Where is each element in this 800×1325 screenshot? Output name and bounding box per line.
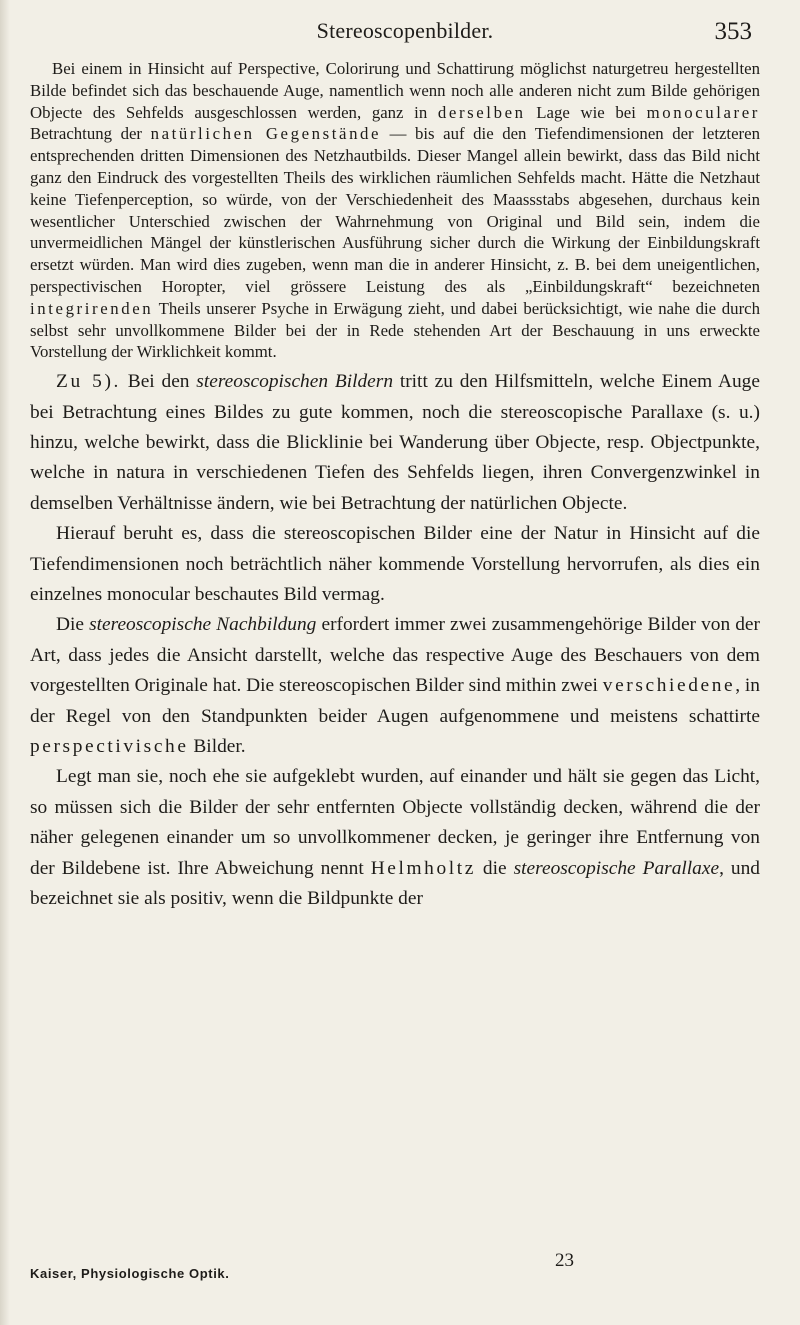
small-print-block bbox=[30, 58, 760, 363]
running-title: Stereoscopenbilder. bbox=[316, 18, 494, 43]
paragraph-4: Die stereoscopische Nachbildung erfordert immer zwei zusammengehörige Bilder von der Art, dass jedes die Ansicht darstellt, welche das respective Auge des Beschauers von dem vorgestellten Originale hat. Die stereoscopischen Bilder sind mithin zwei verschiedene, in der Regel von den Standpunkten beider Augen aufgenommene und meistens schattirte perspectivische Bilder. bbox=[30, 614, 761, 758]
main-print-block bbox=[30, 367, 760, 914]
page-footer bbox=[30, 1250, 760, 1298]
signature-line: Kaiser, Physiologische Optik. bbox=[30, 1266, 230, 1281]
page-header bbox=[0, 18, 800, 48]
paragraph-3: Hierauf beruht es, dass die stereoscopischen Bilder eine der Natur in Hinsicht auf die Tiefendimensionen noch beträchtlich näher kommende Vorstellung hervorrufen, als dies ein einzelnes monocular beschautes Bild vermag. bbox=[30, 523, 760, 605]
page-number: 353 bbox=[714, 18, 752, 45]
paragraph-5: Legt man sie, noch ehe sie aufgeklebt wurden, auf einander und hält sie gegen das Licht, so müssen sich die Bilder der sehr entfernten Objecte vollständig decken, während die der näher gelegenen einander um so unvollkommener decken, je geringer ihre Entfernung von der Bildebene ist. Ihre Abweichung nennt Helmholtz die stereoscopische Parallaxe, und bezeichnet sie als positiv, wenn die Bildpunkte der bbox=[30, 766, 760, 910]
page-gutter-shadow bbox=[0, 0, 10, 1325]
signature-mark: 23 bbox=[555, 1250, 574, 1271]
paragraph-1: Bei einem in Hinsicht auf Perspective, Colorirung und Schattirung möglichst naturgetreu hergestellten Bilde befindet sich das beschauende Auge, namentlich wenn noch alle anderen nicht zum Bilde gehörigen Objecte des Sehfelds ausgeschlossen werden, ganz in derselben Lage wie bei monocularer Betrachtung der natürlichen Gegenstände — bis auf die den Tiefendimensionen der letzteren entsprechenden dritten Dimensionen des Netzhautbilds. Dieser Mangel allein bewirkt, dass das Bild nicht ganz den Eindruck des vorgestellten Theils des wirklichen räumlichen Sehfelds macht. Hätte die Netzhaut keine Tiefenperception, so würde, von der Verschiedenheit des Maassstabs abgesehen, durchaus kein wesentlicher Unterschied zwischen der Wahrnehmung von Original und Bild sein, indem die unvermeidlichen Mängel der künstlerischen Ausführung sicher durch die Wirkung der Einbildungskraft ersetzt würden. Man wird dies zugeben, wenn man die in anderer Hinsicht, z. B. bei dem uneigentlichen, perspectivischen Horopter, viel grössere Leistung des als „Einbildungskraft“ bezeichneten integrirenden Theils unserer Psyche in Erwägung zieht, und dabei berücksichtigt, wie nahe die durch selbst sehr unvollkommene Bilder bei der in Rede stehenden Art der Beschauung in uns erweckte Vorstellung der Wirklichkeit kommt. bbox=[30, 59, 760, 362]
paragraph-2: Zu 5). Bei den stereoscopischen Bildern tritt zu den Hilfsmitteln, welche Einem Auge bei Betrachtung eines Bildes zu gute kommen, noch die stereoscopische Parallaxe (s. u.) hinzu, welche bewirkt, dass die Blicklinie bei Wanderung über Objecte, resp. Objectpunkte, welche in natura in verschiedenen Tiefen des Sehfelds liegen, ihren Convergenzwinkel in demselben Verhältnisse ändern, wie bei Betrachtung der natürlichen Objecte. bbox=[30, 371, 760, 514]
body-text bbox=[30, 58, 760, 914]
